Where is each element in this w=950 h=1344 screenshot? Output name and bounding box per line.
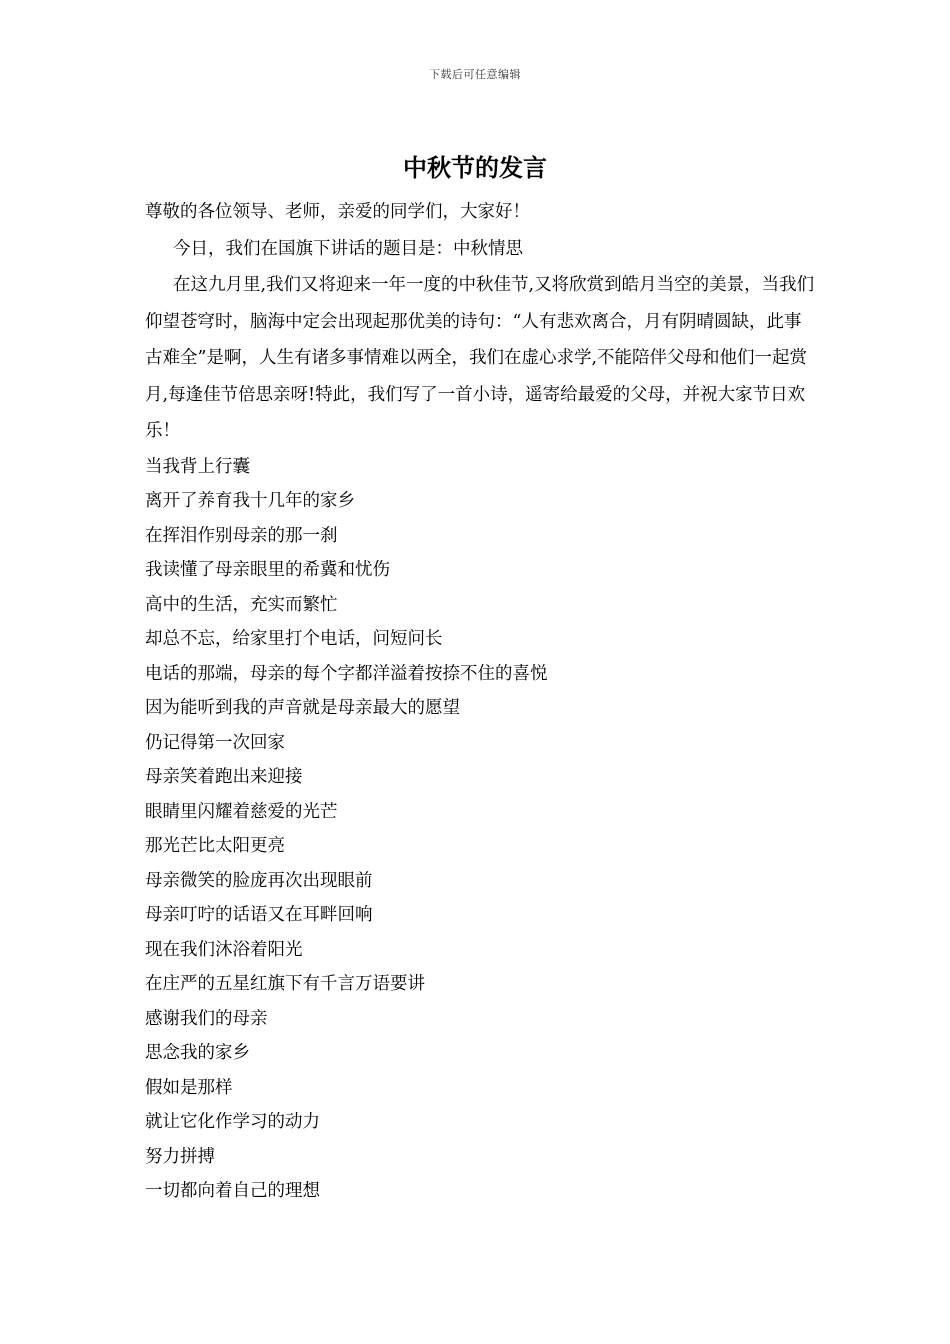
poem-line: 电话的那端，母亲的每个字都洋溢着按捺不住的喜悦 bbox=[145, 663, 548, 684]
poem-line: 那光芒比太阳更亮 bbox=[145, 836, 285, 856]
poem-line: 在挥泪作别母亲的那一刹 bbox=[145, 525, 338, 546]
topic-paragraph: 今日，我们在国旗下讲话的题目是：中秋情思 bbox=[173, 238, 523, 259]
poem-line: 思念我的家乡 bbox=[145, 1043, 250, 1063]
poem-line: 现在我们沐浴着阳光 bbox=[145, 939, 303, 960]
poem-line: 在庄严的五星红旗下有千言万语要讲 bbox=[145, 974, 425, 994]
poem-line: 假如是那样 bbox=[145, 1077, 233, 1098]
page-header-note: 下载后可任意编辑 bbox=[429, 68, 521, 81]
poem-line: 一切都向着自己的理想 bbox=[145, 1181, 320, 1201]
intro-paragraph: 在这九月里,我们又将迎来一年一度的中秋佳节,又将欣赏到皓月当空的美景，当我们仰望苍穹时，脑海中定会出现起那优美的诗句：“人有悲欢离合，月有阴晴圆缺，此事古难全”是啊，人生有诸多事情难以两全，我们在虚心求学,不能陪伴父母和他们一起赏月,每逢佳节倍思亲呀!特此，我们写了一首小诗，遥寄给最爱的父母，并祝大家节日欢乐！ bbox=[145, 275, 815, 441]
document-body bbox=[145, 194, 815, 1209]
poem-line: 离开了养育我十几年的家乡 bbox=[145, 491, 355, 511]
poem-line: 我读懂了母亲眼里的希冀和忧伤 bbox=[145, 560, 390, 580]
poem-line: 高中的生活，充实而繁忙 bbox=[145, 594, 338, 615]
poem-line: 却总不忘，给家里打个电话，问短问长 bbox=[145, 629, 443, 649]
poem-line: 当我背上行囊 bbox=[145, 456, 250, 477]
poem-line: 努力拼搏 bbox=[145, 1146, 215, 1167]
poem-line: 母亲叮咛的话语又在耳畔回响 bbox=[145, 905, 373, 925]
poem-line: 就让它化作学习的动力 bbox=[145, 1112, 320, 1132]
poem-line: 仍记得第一次回家 bbox=[145, 732, 285, 753]
poem-line: 母亲笑着跑出来迎接 bbox=[145, 767, 303, 787]
poem-line: 感谢我们的母亲 bbox=[145, 1008, 268, 1029]
greeting-paragraph: 尊敬的各位领导、老师，亲爱的同学们，大家好！ bbox=[145, 202, 530, 222]
poem-line: 因为能听到我的声音就是母亲最大的愿望 bbox=[145, 698, 460, 718]
poem-line: 眼睛里闪耀着慈爱的光芒 bbox=[145, 801, 338, 822]
poem-line: 母亲微笑的脸庞再次出现眼前 bbox=[145, 870, 373, 891]
poem bbox=[145, 450, 815, 1209]
document-title: 中秋节的发言 bbox=[403, 154, 547, 182]
